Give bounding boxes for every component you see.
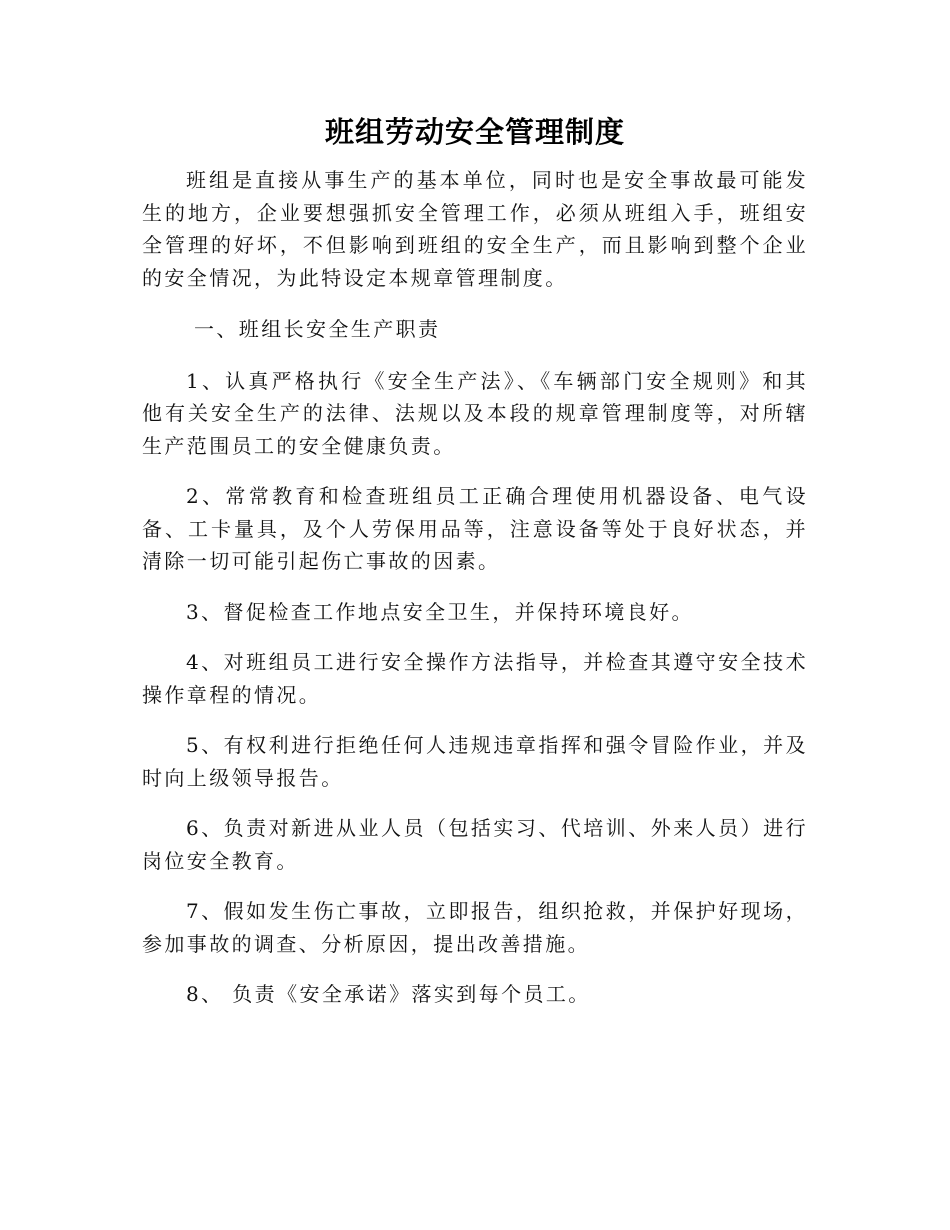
duty-item-3: 3、督促检查工作地点安全卫生，并保持环境良好。 — [186, 599, 694, 624]
duty-item-1: 1、认真严格执行《安全生产法》、《车辆部门安全规则》和其他有关安全生产的法律、法规以及本段的规章管理制度等，对所辖生产范围员工的安全健康负责。 — [142, 368, 808, 458]
duty-item-4: 4、对班组员工进行安全操作方法指导，并检查其遵守安全技术操作章程的情况。 — [142, 650, 808, 707]
document-title: 班组劳动安全管理制度 — [324, 115, 625, 149]
duty-item-6: 6、负责对新进从业人员（包括实习、代培训、外来人员）进行岗位安全教育。 — [142, 816, 808, 873]
section-heading: 一、班组长安全生产职责 — [194, 317, 441, 341]
duty-item-5: 5、有权利进行拒绝任何人违规违章指挥和强令冒险作业，并及时向上级领导报告。 — [142, 733, 808, 790]
duty-item-8: 8、 负责《安全承诺》落实到每个员工。 — [186, 982, 591, 1006]
document-body — [142, 164, 808, 1011]
duty-item-7: 7、假如发生伤亡事故，立即报告，组织抢救，并保护好现场，参加事故的调查、分析原因，提出改善措施。 — [142, 899, 808, 956]
duty-item-2: 2、常常教育和检查班组员工正确合理使用机器设备、电气设备、工卡量具，及个人劳保用品等，注意设备等处于良好状态，并清除一切可能引起伤亡事故的因素。 — [142, 484, 808, 573]
intro-paragraph: 班组是直接从事生产的基本单位，同时也是安全事故最可能发生的地方，企业要想强抓安全管理工作，必须从班组入手，班组安全管理的好坏，不但影响到班组的安全生产，而且影响到整个企业的安全情况，为此特设定本规章管理制度。 — [142, 168, 808, 290]
